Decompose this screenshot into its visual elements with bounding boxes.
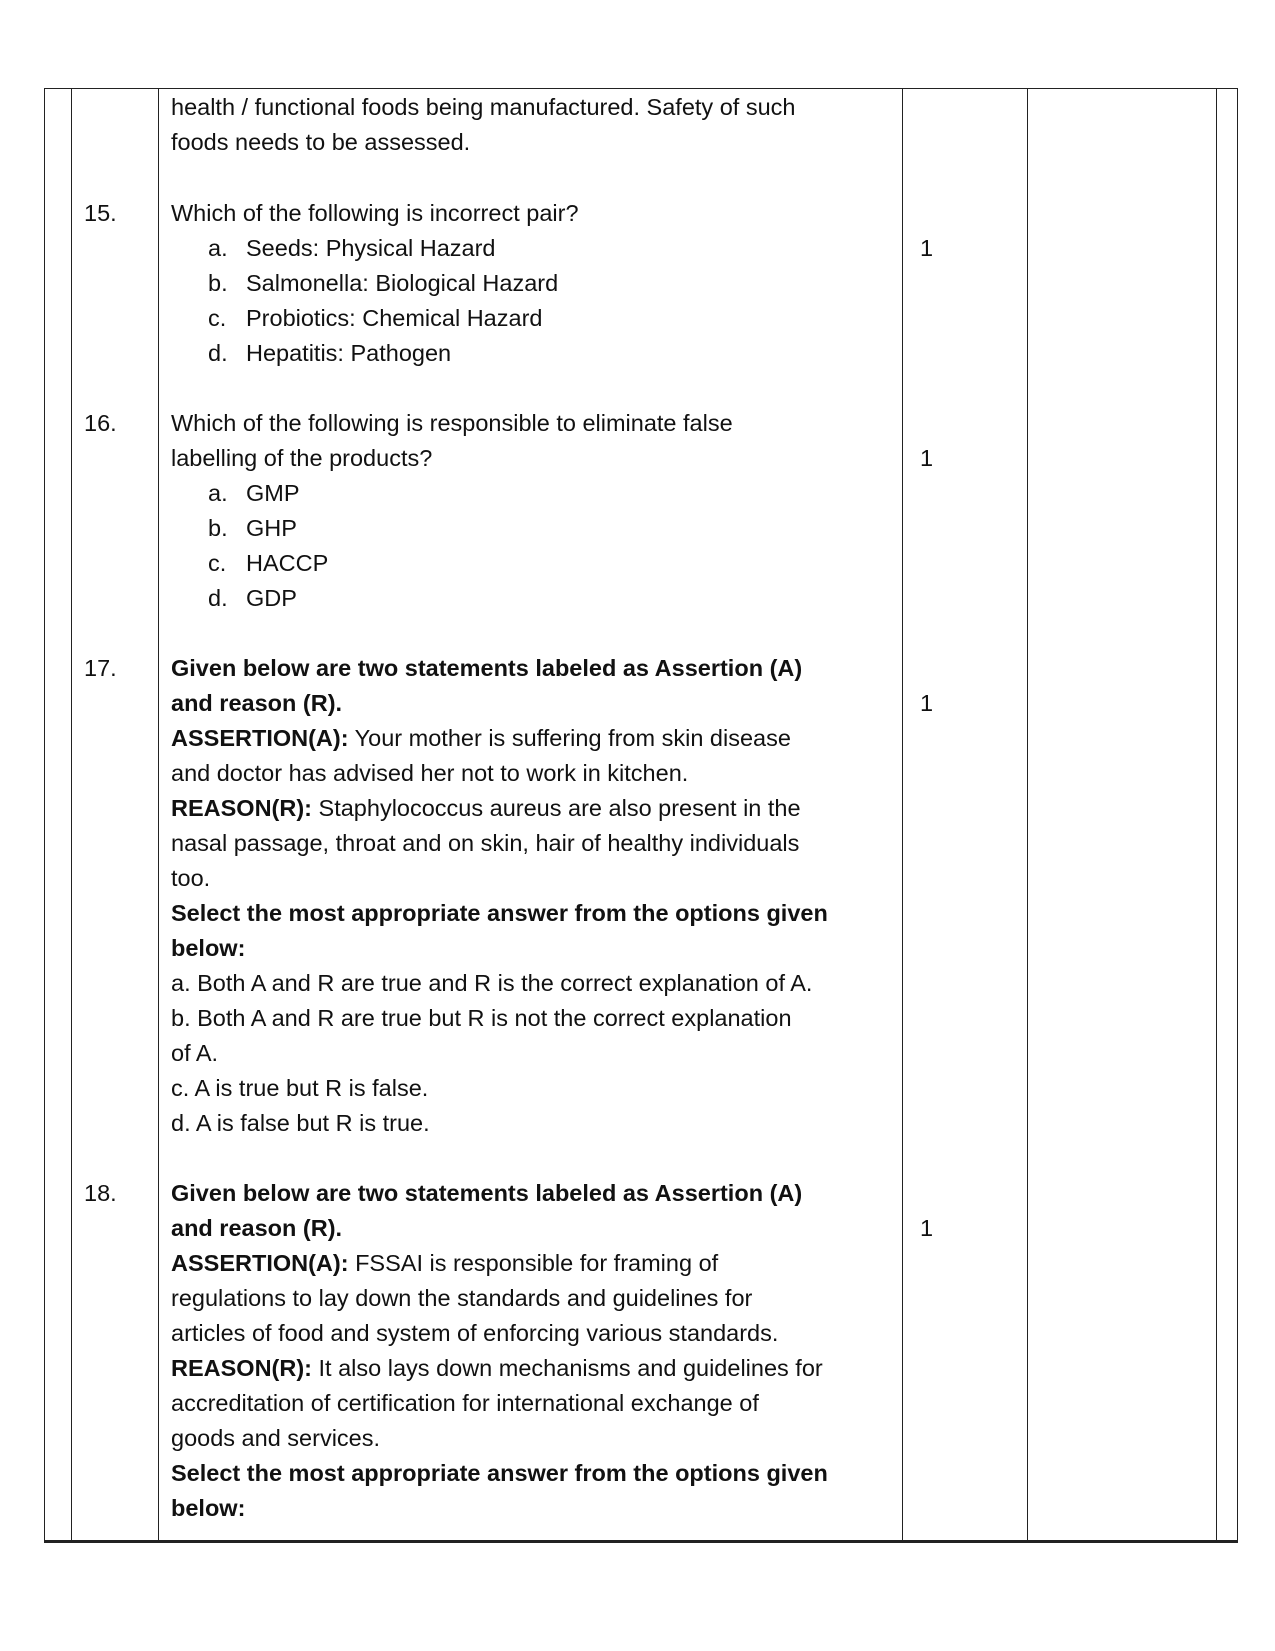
instruction-text: below: <box>171 935 246 961</box>
reason-line: too. <box>171 865 211 891</box>
instruction-text: Select the most appropriate answer from the options given <box>171 900 828 926</box>
option-item: of A. <box>171 1040 219 1066</box>
option-item: a. Both A and R are true and R is the correct explanation of A. <box>171 970 813 996</box>
option-letter: d. <box>208 585 228 611</box>
question-marks: 1 <box>920 1215 934 1241</box>
option-letter: c. <box>208 550 227 576</box>
question-heading <box>171 1211 899 1246</box>
assertion-line: and doctor has advised her not to work in kitchen. <box>171 760 689 786</box>
option-item <box>208 476 300 511</box>
question-marks: 1 <box>920 445 934 471</box>
option-letter: b. <box>208 270 228 296</box>
reason-text: Staphylococcus aureus are also present in the <box>312 795 801 821</box>
option-item <box>208 231 495 266</box>
option-text: GHP <box>246 515 297 541</box>
reason-line <box>171 791 899 826</box>
option-item: c. A is true but R is false. <box>171 1075 429 1101</box>
select-instruction <box>171 1491 899 1526</box>
assertion-line <box>171 721 899 756</box>
heading-text: and reason (R). <box>171 690 343 716</box>
option-text: Seeds: Physical Hazard <box>246 235 496 261</box>
assertion-label: ASSERTION(A): <box>171 725 349 751</box>
intro-line: foods needs to be assessed. <box>171 129 471 155</box>
question-text: labelling of the products? <box>171 445 433 471</box>
question-heading <box>171 651 899 686</box>
question-marks: 1 <box>920 235 934 261</box>
reason-label: REASON(R): <box>171 795 312 821</box>
reason-label: REASON(R): <box>171 1355 312 1381</box>
heading-text: and reason (R). <box>171 1215 343 1241</box>
assertion-line: regulations to lay down the standards and guidelines for <box>171 1285 753 1311</box>
select-instruction <box>171 1456 899 1491</box>
intro-line: health / functional foods being manufactured. Safety of such <box>171 94 796 120</box>
select-instruction <box>171 931 899 966</box>
table-bottom-border <box>44 1541 1238 1543</box>
reason-line <box>171 1351 899 1386</box>
option-text: Probiotics: Chemical Hazard <box>246 305 543 331</box>
option-item <box>208 511 297 546</box>
column-divider <box>1216 88 1217 1541</box>
question-text: Which of the following is incorrect pair? <box>171 200 579 226</box>
option-letter: a. <box>208 480 228 506</box>
option-letter: b. <box>208 515 228 541</box>
option-text: GDP <box>246 585 297 611</box>
question-marks: 1 <box>920 690 934 716</box>
column-divider <box>1027 88 1028 1541</box>
instruction-text: below: <box>171 1495 246 1521</box>
column-divider <box>902 88 903 1541</box>
assertion-text: Your mother is suffering from skin disease <box>348 725 791 751</box>
assertion-line <box>171 1246 899 1281</box>
option-item <box>208 301 542 336</box>
assertion-text: FSSAI is responsible for framing of <box>348 1250 719 1276</box>
question-number: 16. <box>84 410 117 436</box>
reason-line: nasal passage, throat and on skin, hair of healthy individuals <box>171 830 800 856</box>
question-heading <box>171 686 899 721</box>
heading-text: Given below are two statements labeled as Assertion (A) <box>171 1180 803 1206</box>
instruction-text: Select the most appropriate answer from the options given <box>171 1460 828 1486</box>
option-item <box>208 266 558 301</box>
select-instruction <box>171 896 899 931</box>
heading-text: Given below are two statements labeled as Assertion (A) <box>171 655 803 681</box>
option-letter: d. <box>208 340 228 366</box>
reason-text: It also lays down mechanisms and guidelines for <box>312 1355 823 1381</box>
option-item: b. Both A and R are true but R is not the correct explanation <box>171 1005 792 1031</box>
question-text: Which of the following is responsible to eliminate false <box>171 410 733 436</box>
option-text: GMP <box>246 480 300 506</box>
question-number: 18. <box>84 1180 117 1206</box>
option-item <box>208 336 451 371</box>
column-divider <box>71 88 72 1541</box>
reason-line: goods and services. <box>171 1425 381 1451</box>
option-item <box>208 581 297 616</box>
column-divider <box>158 88 159 1541</box>
option-text: Salmonella: Biological Hazard <box>246 270 559 296</box>
option-letter: a. <box>208 235 228 261</box>
option-item <box>208 546 328 581</box>
option-text: Hepatitis: Pathogen <box>246 340 452 366</box>
option-letter: c. <box>208 305 227 331</box>
reason-line: accreditation of certification for international exchange of <box>171 1390 759 1416</box>
question-number: 15. <box>84 200 117 226</box>
option-text: HACCP <box>246 550 329 576</box>
question-heading <box>171 1176 899 1211</box>
question-number: 17. <box>84 655 117 681</box>
assertion-label: ASSERTION(A): <box>171 1250 349 1276</box>
assertion-line: articles of food and system of enforcing various standards. <box>171 1320 779 1346</box>
option-item: d. A is false but R is true. <box>171 1110 430 1136</box>
